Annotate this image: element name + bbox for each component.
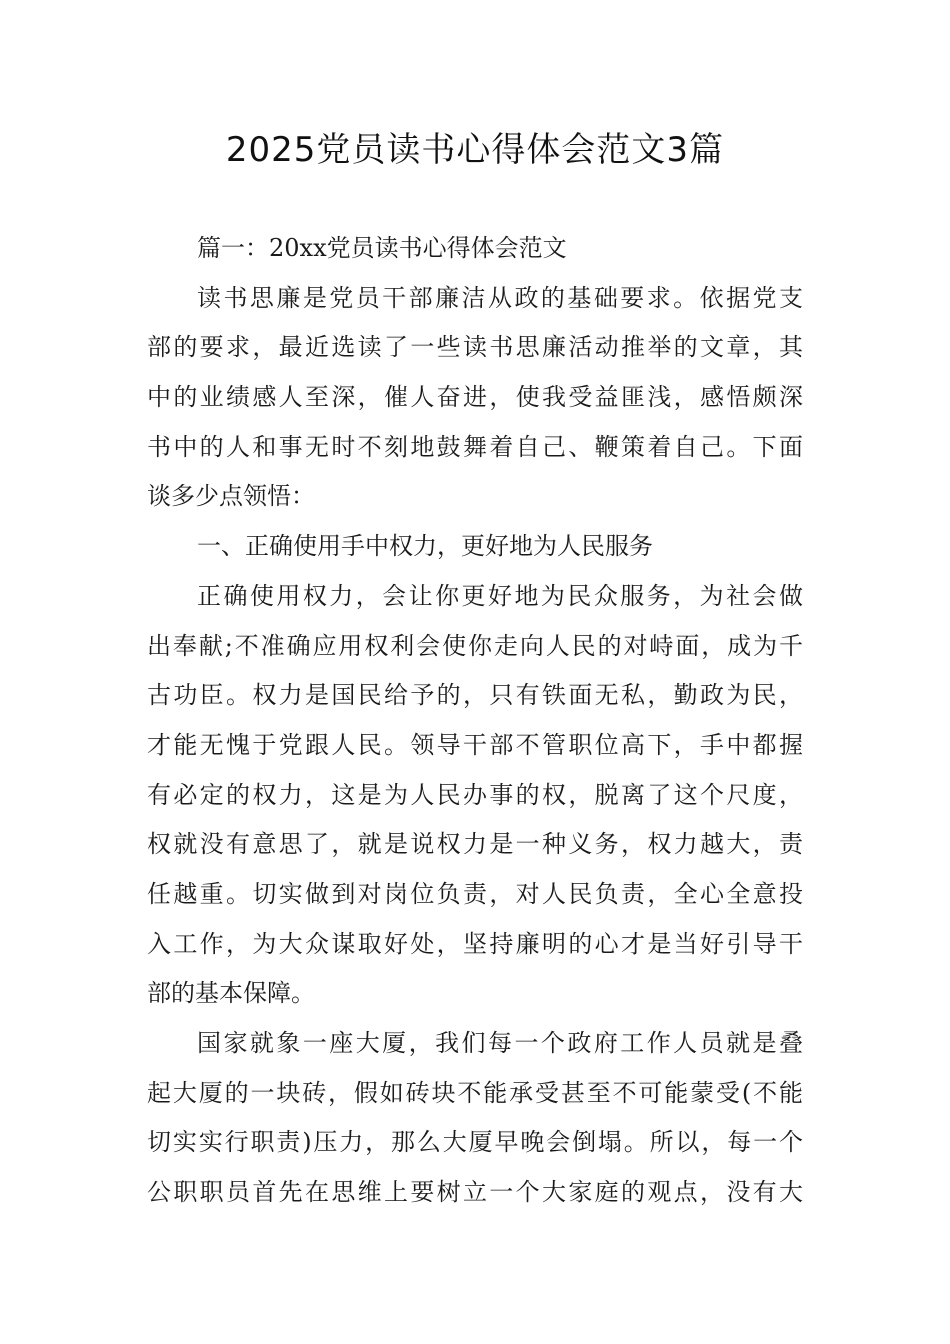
text-line: 正确使用权力，会让你更好地为民众服务，为社会做 bbox=[197, 581, 803, 610]
text-line: 书中的人和事无时不刻地鼓舞着自己、鞭策着自己。下面 bbox=[147, 432, 803, 461]
text-line: 出奉献;不准确应用权利会使你走向人民的对峙面，成为千 bbox=[147, 631, 803, 660]
text-line: 才能无愧于党跟人民。领导干部不管职位高下，手中都握 bbox=[147, 730, 803, 759]
text-line: 部的要求，最近选读了一些读书思廉活动推举的文章，其 bbox=[147, 333, 803, 362]
text-line: 国家就象一座大厦，我们每一个政府工作人员就是叠 bbox=[197, 1029, 803, 1057]
text-line: 部的基本保障。 bbox=[147, 979, 315, 1008]
document-title: 2025党员读书心得体会范文3篇 bbox=[225, 130, 725, 170]
text-line: 篇一：20xx党员读书心得体会范文 bbox=[197, 234, 567, 262]
text-line: 古功臣。权力是国民给予的，只有铁面无私，勤政为民， bbox=[147, 681, 803, 710]
text-line: 权就没有意思了，就是说权力是一种义务，权力越大，责 bbox=[147, 830, 803, 859]
text-line: 切实实行职责)压力，那么大厦早晚会倒塌。所以，每一个 bbox=[147, 1128, 803, 1157]
text-line: 有必定的权力，这是为人民办事的权，脱离了这个尺度， bbox=[147, 780, 803, 809]
text-line: 一、正确使用手中权力，更好地为人民服务 bbox=[197, 532, 653, 561]
text-line: 起大厦的一块砖，假如砖块不能承受甚至不可能蒙受(不能 bbox=[147, 1078, 803, 1107]
text-line: 任越重。切实做到对岗位负责，对人民负责，全心全意投 bbox=[147, 879, 803, 908]
text-line: 入工作，为大众谋取好处，坚持廉明的心才是当好引导干 bbox=[147, 929, 803, 958]
text-line: 读书思廉是党员干部廉洁从政的基础要求。依据党支 bbox=[197, 283, 803, 312]
text-line: 公职职员首先在思维上要树立一个大家庭的观点，没有大 bbox=[147, 1178, 803, 1207]
text-line: 中的业绩感人至深，催人奋进，使我受益匪浅，感悟颇深 bbox=[147, 383, 803, 412]
text-line: 谈多少点领悟： bbox=[147, 482, 315, 511]
document-body bbox=[147, 224, 803, 1218]
